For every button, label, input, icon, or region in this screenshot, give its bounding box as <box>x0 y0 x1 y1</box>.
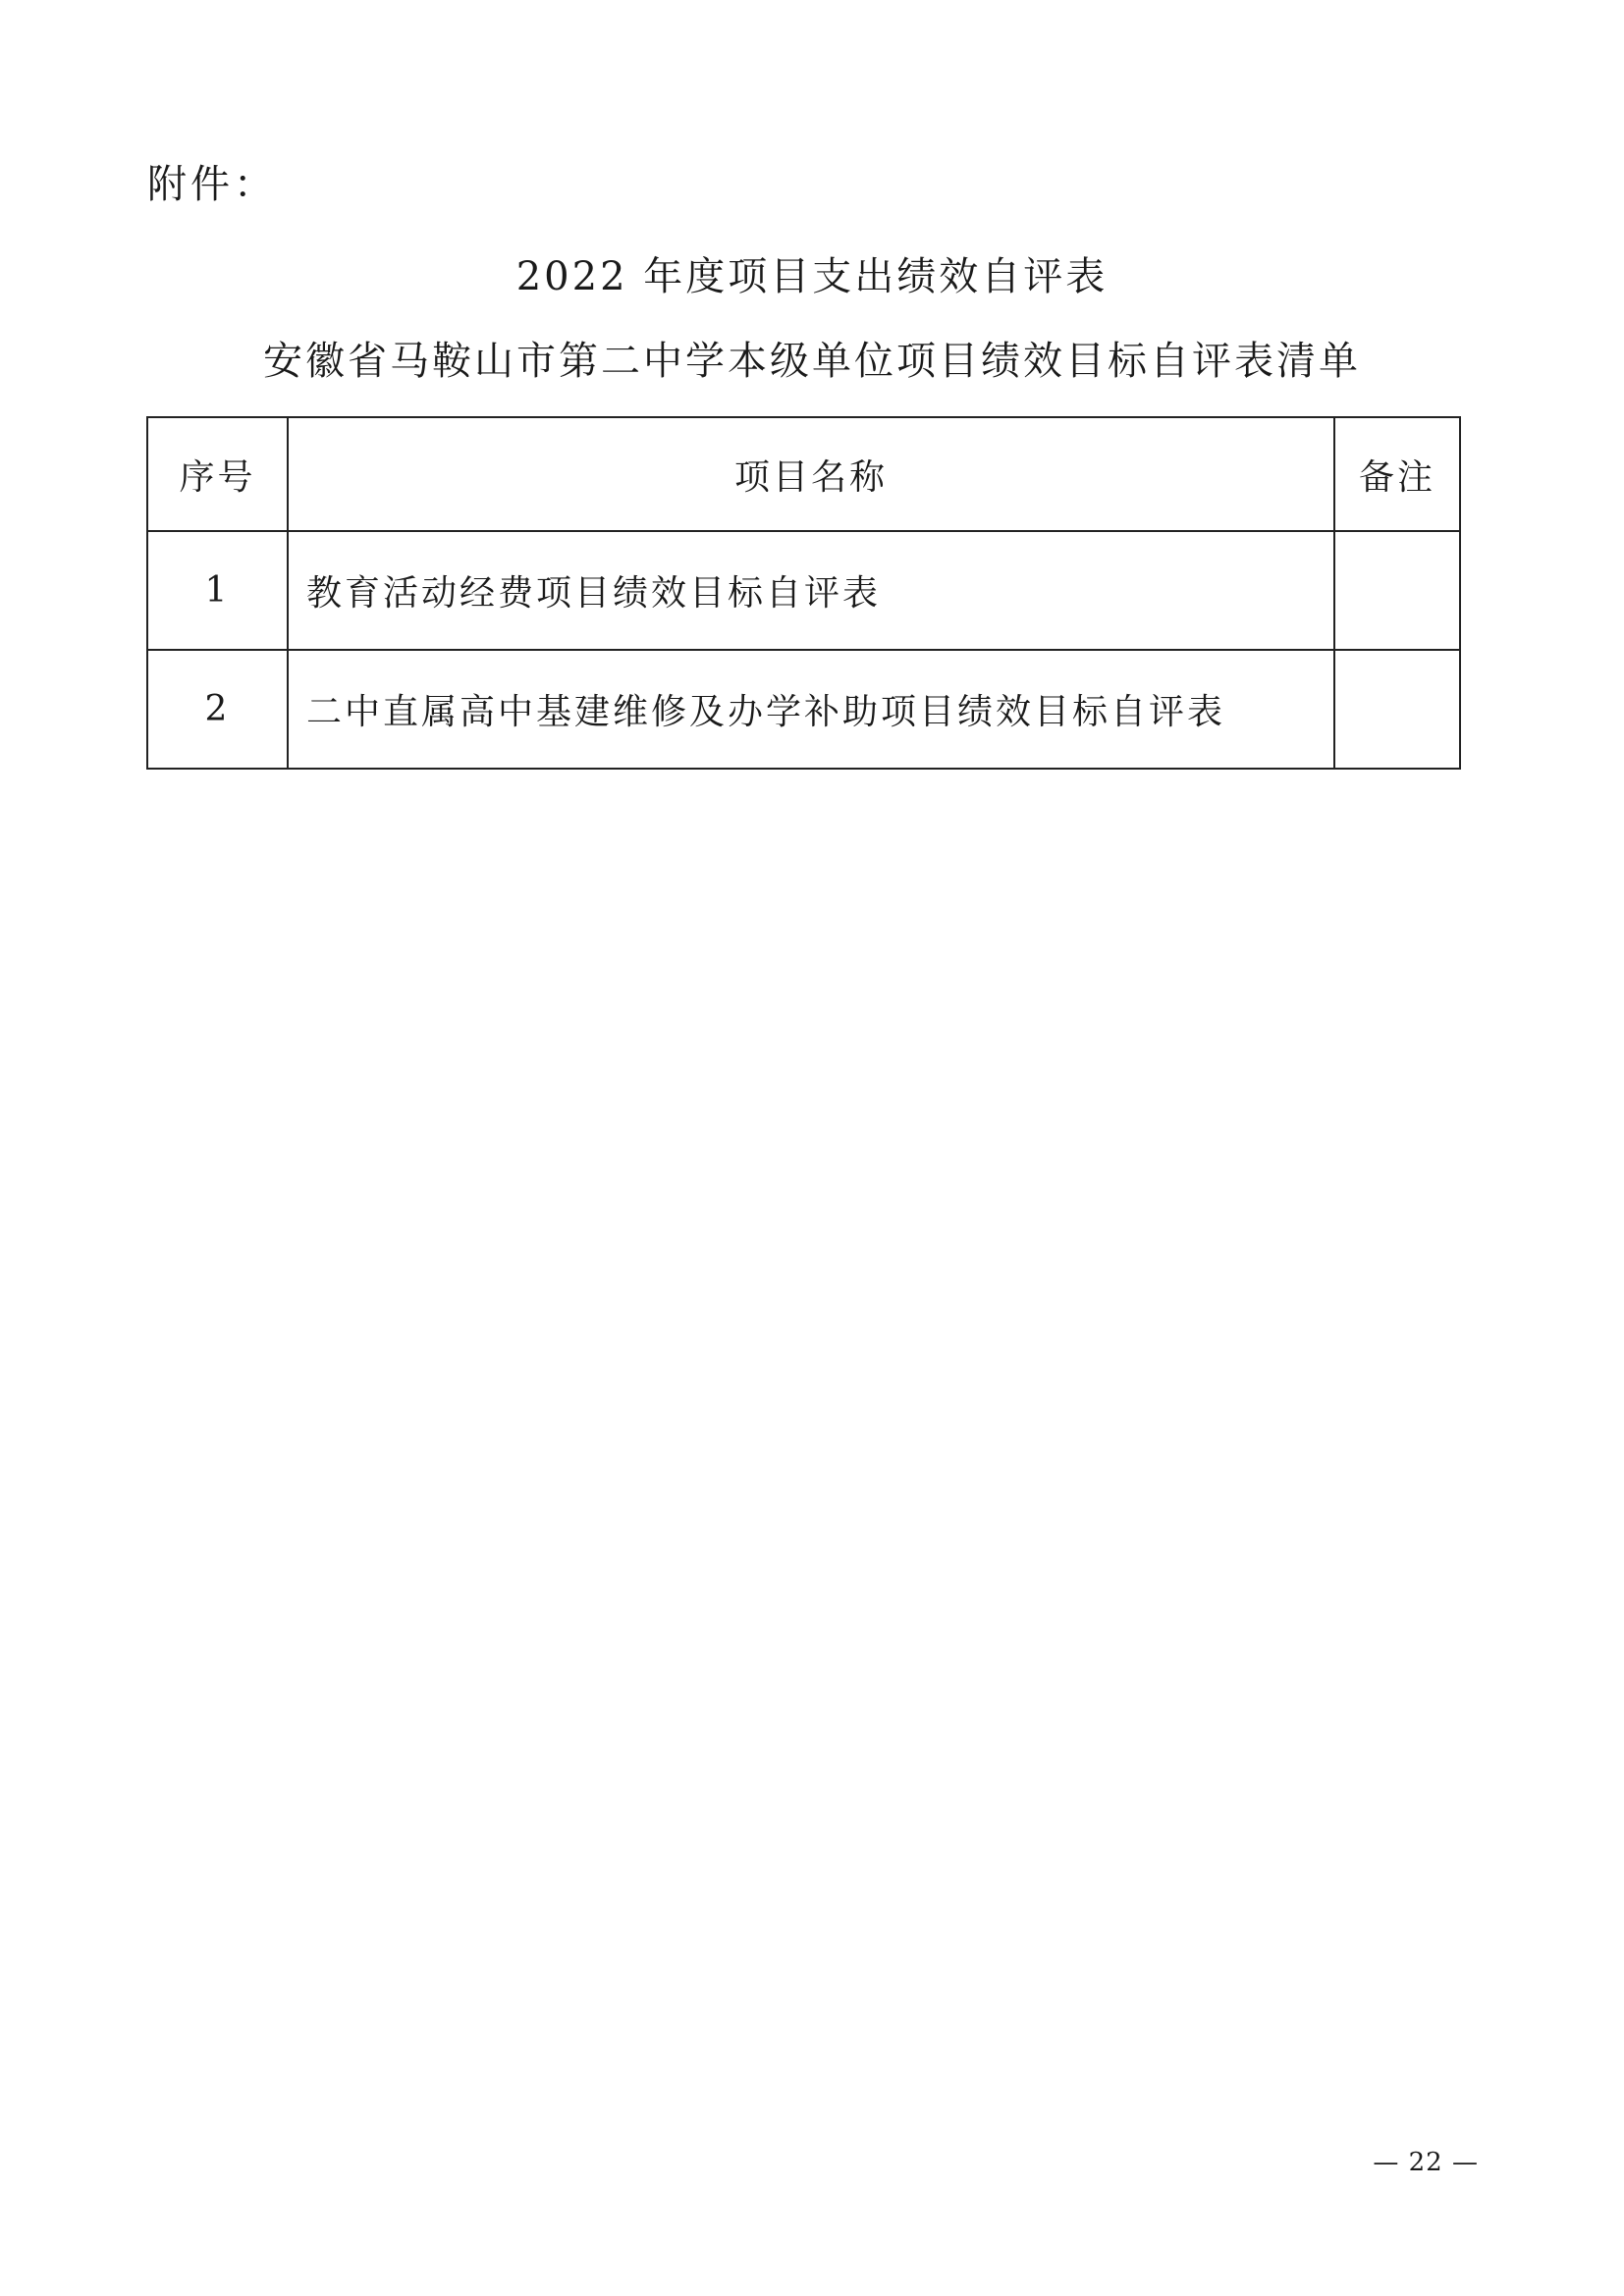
document-title: 2022 年度项目支出绩效自评表 <box>515 254 1109 299</box>
page-number: — 22 — <box>1373 2148 1479 2177</box>
header-no: 序号 <box>147 417 288 531</box>
header-name: 项目名称 <box>288 417 1334 531</box>
table-row <box>147 531 1460 650</box>
row-name: 教育活动经费项目绩效目标自评表 <box>288 531 1334 650</box>
row-remark <box>1334 650 1460 769</box>
document-subtitle: 安徽省马鞍山市第二中学本级单位项目绩效目标自评表清单 <box>263 339 1361 384</box>
attachment-label: 附件： <box>147 162 277 207</box>
table-row <box>147 650 1460 769</box>
table-header-row <box>147 417 1460 531</box>
header-remark: 备注 <box>1334 417 1460 531</box>
row-no: 2 <box>147 650 288 769</box>
project-list-table <box>146 416 1461 770</box>
row-no: 1 <box>147 531 288 650</box>
row-remark <box>1334 531 1460 650</box>
row-name: 二中直属高中基建维修及办学补助项目绩效目标自评表 <box>288 650 1334 769</box>
